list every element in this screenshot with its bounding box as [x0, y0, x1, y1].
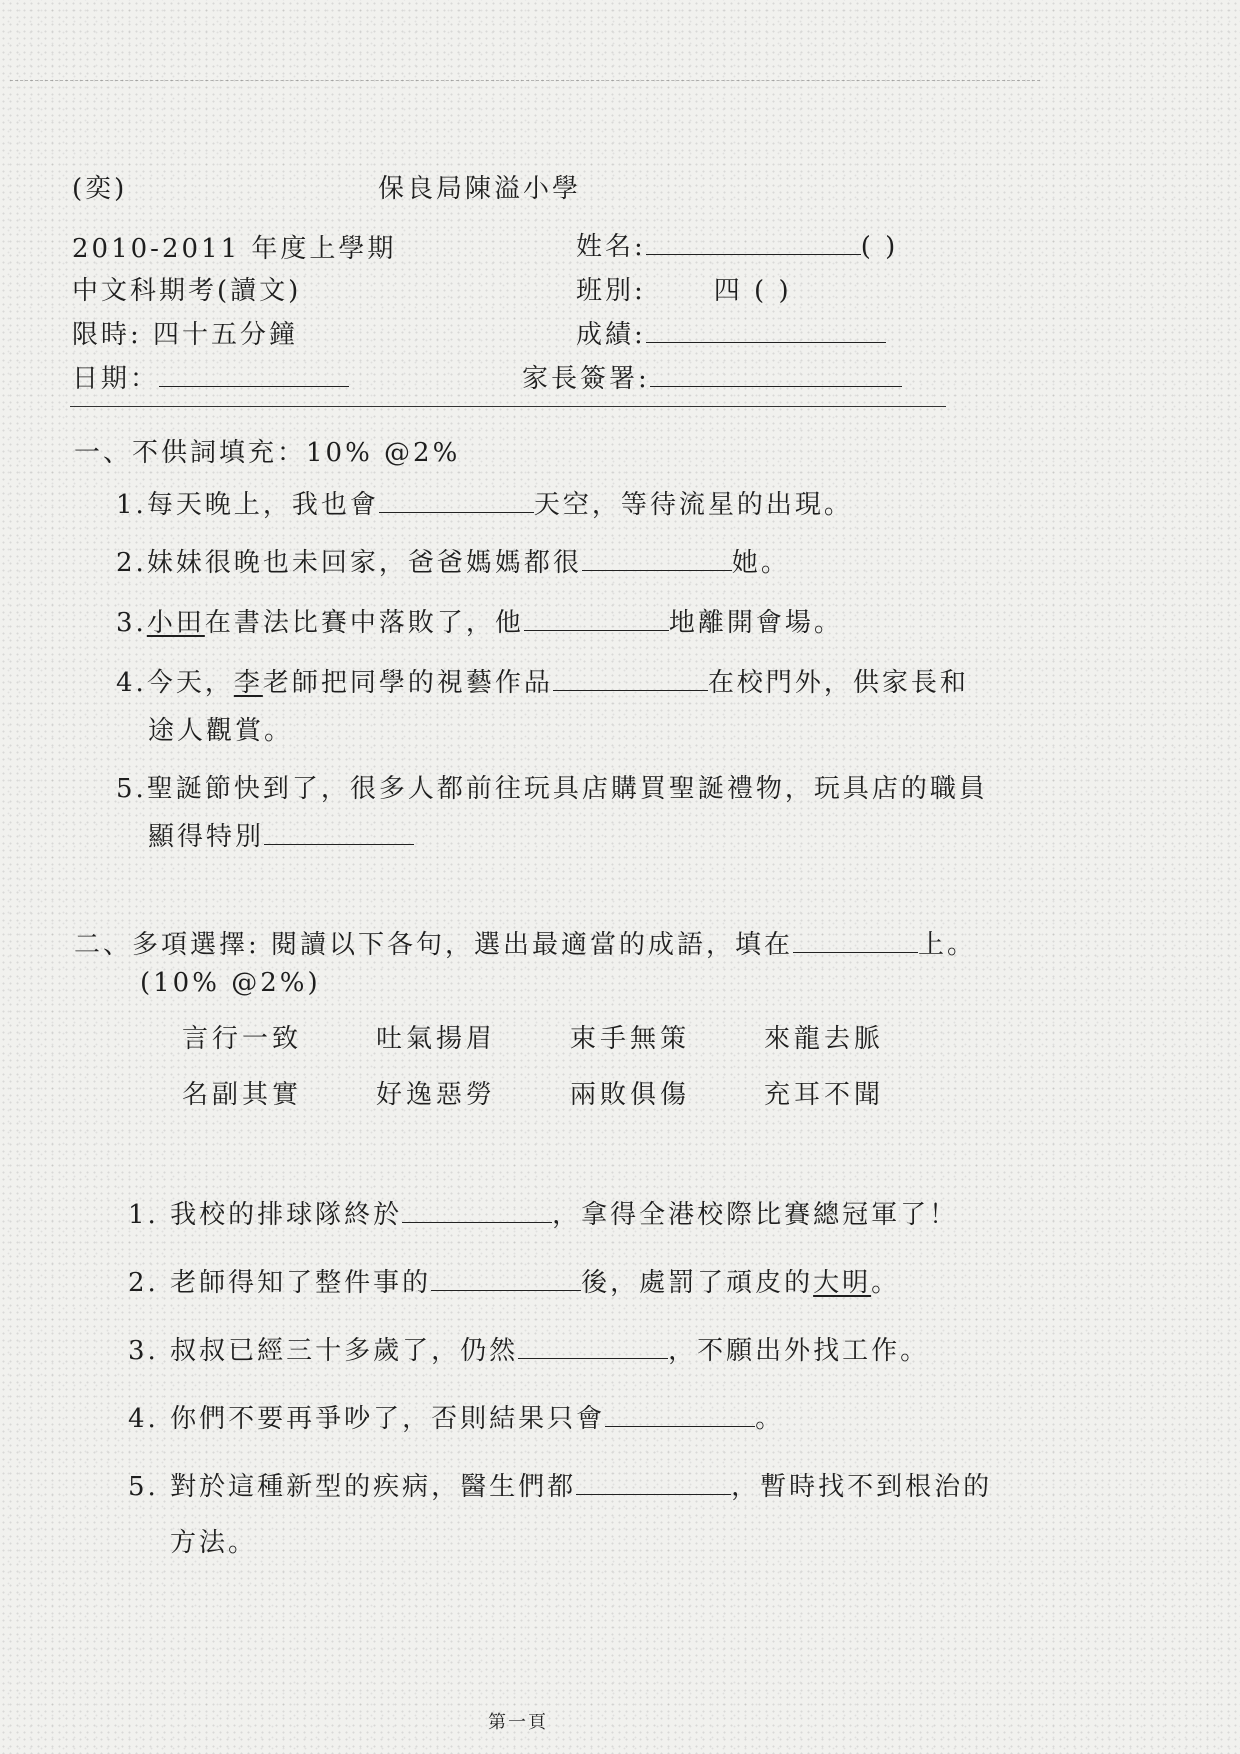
title-example-blank [793, 929, 918, 953]
idiom-option: 好逸惡勞 [376, 1080, 497, 1110]
s2-question-1: 1. 我校的排球隊終於 ，拿得全港校際比賽總冠軍了！ [128, 1200, 959, 1230]
scan-edge-line [10, 80, 1040, 81]
signature-blank[interactable] [650, 363, 902, 387]
s2-q4-blank[interactable] [605, 1403, 755, 1427]
date-label: 日期： [72, 364, 160, 394]
s2-q3-blank[interactable] [518, 1335, 668, 1359]
class-field [576, 270, 792, 307]
s1-question-1: 1.每天晚上，我也會 天空，等待流星的出現。 [116, 490, 853, 520]
s2-question-5-cont: 方法。 [170, 1528, 258, 1558]
name-blank[interactable] [646, 231, 861, 255]
student-number-paren: ( ) [860, 232, 899, 262]
s1-question-2: 2.妹妹很晚也未回家，爸爸媽媽都很 她。 [116, 548, 790, 578]
s1-question-4: 4.今天，李老師把同學的視藝作品 在校門外，供家長和 [116, 668, 969, 698]
s1-q4-blank[interactable] [553, 667, 708, 691]
idiom-option: 兩敗俱傷 [570, 1080, 691, 1110]
idiom-option: 名副其實 [182, 1080, 303, 1110]
s2-question-3: 3. 叔叔已經三十多歲了，仍然 ，不願出外找工作。 [128, 1336, 930, 1366]
date-blank[interactable] [159, 363, 349, 387]
name-field [576, 226, 898, 263]
idiom-option: 吐氣揚眉 [376, 1024, 497, 1054]
year-term: 2010-2011 年度上學期 [72, 234, 397, 264]
person-name-xiaotian: 小田 [146, 608, 205, 638]
section1-title: 一、不供詞填充：10% @2% [74, 438, 461, 468]
s1-q5-blank[interactable] [264, 821, 414, 845]
idiom-option: 充耳不聞 [764, 1080, 885, 1110]
s1-q2-blank[interactable] [582, 547, 732, 571]
name-label: 姓名: [576, 232, 646, 262]
section2-title: 二、多項選擇: 閱讀以下各句，選出最適當的成語，填在 上。 [74, 930, 977, 960]
section2-marks: (10% @2%) [140, 968, 321, 998]
page-number: 第一頁 [488, 1712, 548, 1733]
s1-question-5-cont: 顯得特別 [148, 816, 414, 853]
idiom-option: 來龍去脈 [764, 1024, 885, 1054]
header-divider [70, 406, 946, 407]
s1-question-4-cont: 途人觀賞。 [148, 716, 294, 746]
person-name-daming: 大明 [813, 1268, 872, 1298]
s2-q2-blank[interactable] [431, 1267, 581, 1291]
score-field [576, 314, 886, 351]
person-name-li: 李 [233, 668, 263, 698]
s1-question-3: 3.小田在書法比賽中落敗了，他 地離開會場。 [116, 608, 843, 638]
idiom-option: 言行一致 [182, 1024, 303, 1054]
school-name: 保良局陳溢小學 [378, 174, 582, 204]
s1-q3-blank[interactable] [524, 607, 669, 631]
date-field [72, 358, 349, 395]
score-blank[interactable] [646, 319, 886, 343]
subject: 中文科期考(讀文) [72, 276, 302, 306]
signature-field [522, 358, 902, 395]
s2-question-5: 5. 對於這種新型的疾病，醫生們都 ，暫時找不到根治的 [128, 1472, 993, 1502]
s1-question-5: 5.聖誕節快到了，很多人都前往玩具店購買聖誕禮物，玩具店的職員 [116, 774, 988, 804]
idiom-option: 束手無策 [570, 1024, 691, 1054]
s1-q1-blank[interactable] [379, 489, 534, 513]
s2-q1-blank[interactable] [402, 1199, 552, 1223]
s2-q5-blank[interactable] [576, 1471, 731, 1495]
paper-tag: (奕) [72, 174, 128, 204]
class-value: 四 ( ) [713, 276, 792, 306]
s2-question-2: 2. 老師得知了整件事的 後，處罰了頑皮的大明。 [128, 1268, 901, 1298]
time-limit: 限時: 四十五分鐘 [72, 320, 299, 350]
signature-label: 家長簽署: [522, 364, 650, 394]
s2-question-4: 4. 你們不要再爭吵了，否則結果只會 。 [128, 1404, 785, 1434]
score-label: 成績: [576, 320, 646, 350]
class-label: 班別: [576, 276, 646, 306]
